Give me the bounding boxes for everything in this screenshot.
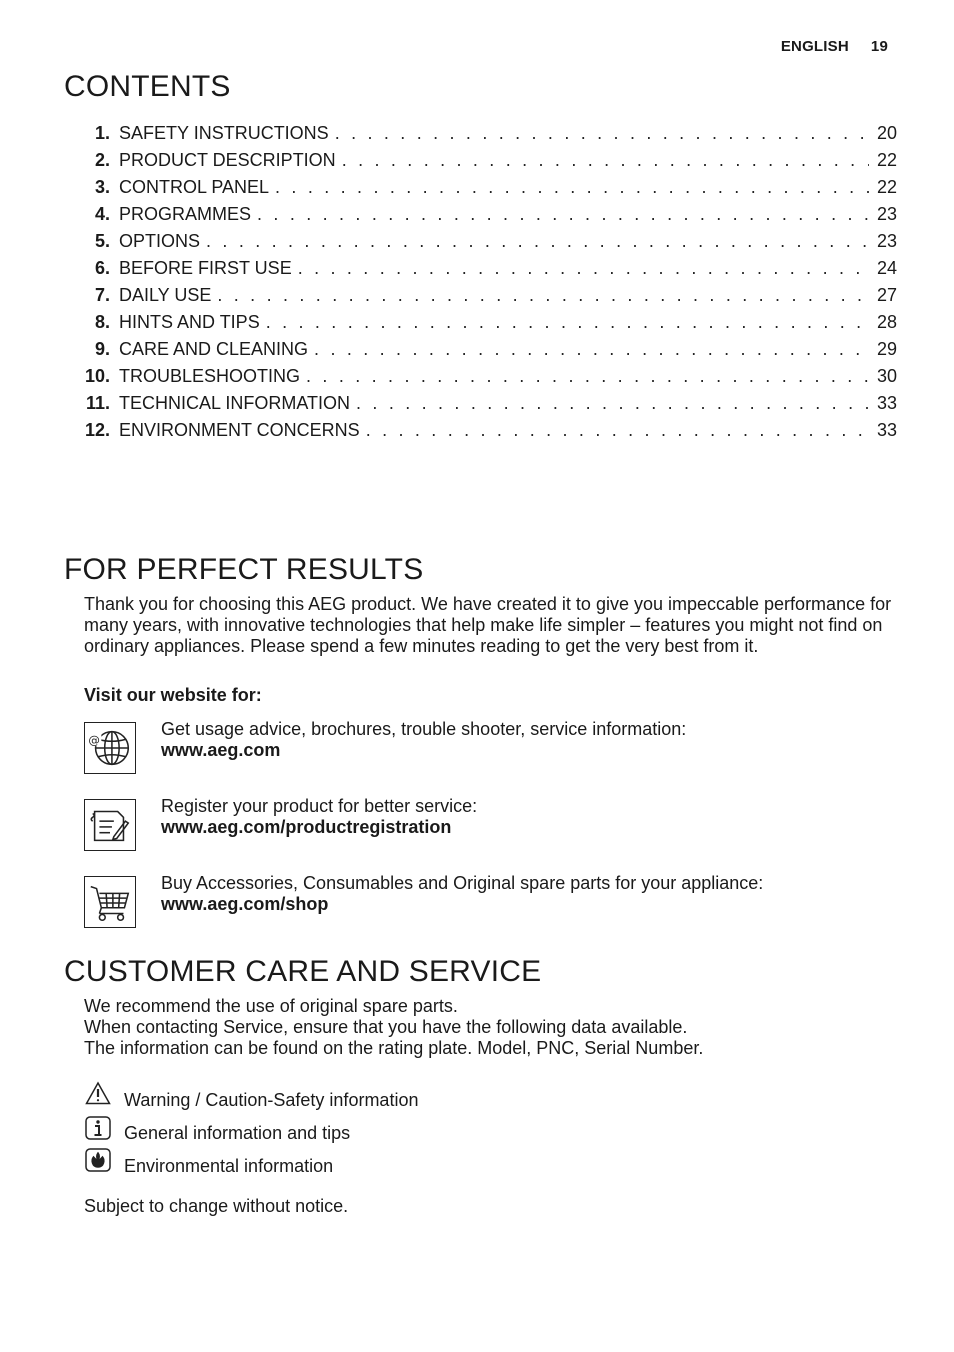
toc-leader-dots bbox=[314, 336, 869, 363]
toc-page: 33 bbox=[876, 393, 897, 413]
globe-at-icon bbox=[84, 722, 136, 774]
registration-link-block bbox=[161, 796, 477, 838]
toc-page: 23 bbox=[876, 204, 897, 224]
usage-advice-text: Get usage advice, brochures, trouble shooter, service information: bbox=[161, 719, 687, 739]
toc-leader-dots bbox=[275, 174, 869, 201]
toc-item[interactable] bbox=[72, 147, 897, 174]
toc-item[interactable] bbox=[72, 201, 897, 228]
toc-number: 2. bbox=[94, 150, 110, 170]
general-info-label: General information and tips bbox=[124, 1123, 351, 1143]
warning-label: Warning / Caution-Safety information bbox=[124, 1090, 419, 1110]
toc-leader-dots bbox=[217, 282, 869, 309]
toc-item[interactable] bbox=[72, 174, 897, 201]
toc-leader-dots bbox=[266, 309, 869, 336]
toc-item[interactable] bbox=[72, 120, 897, 147]
toc-leader-dots bbox=[342, 147, 869, 174]
toc-leader-dots bbox=[366, 417, 869, 444]
toc-leader-dots bbox=[257, 201, 869, 228]
toc-number: 1. bbox=[94, 123, 110, 143]
care-line: When contacting Service, ensure that you have the following data available. bbox=[84, 1017, 688, 1037]
toc-title: DAILY USE bbox=[119, 285, 212, 305]
toc-page: 33 bbox=[876, 420, 897, 440]
toc-leader-dots bbox=[306, 363, 869, 390]
toc-title: ENVIRONMENT CONCERNS bbox=[119, 420, 360, 440]
toc-title: CARE AND CLEANING bbox=[119, 339, 309, 359]
toc-title: SAFETY INSTRUCTIONS bbox=[119, 123, 329, 143]
aeg-website-link[interactable]: www.aeg.com bbox=[161, 740, 281, 760]
toc-leader-dots bbox=[206, 228, 869, 255]
shopping-cart-icon bbox=[84, 876, 136, 928]
care-line: The information can be found on the rating plate. Model, PNC, Serial Number. bbox=[84, 1038, 704, 1058]
change-notice: Subject to change without notice. bbox=[84, 1196, 349, 1216]
toc-number: 10. bbox=[84, 366, 110, 386]
toc-item[interactable] bbox=[72, 363, 897, 390]
toc-item[interactable] bbox=[72, 255, 897, 282]
toc-item[interactable] bbox=[72, 228, 897, 255]
toc-number: 8. bbox=[94, 312, 110, 332]
page-number: 19 bbox=[870, 38, 888, 55]
shop-link[interactable]: www.aeg.com/shop bbox=[161, 894, 329, 914]
toc-number: 12. bbox=[84, 420, 110, 440]
toc-number: 9. bbox=[94, 339, 110, 359]
toc-page: 22 bbox=[876, 150, 897, 170]
warning-triangle-icon bbox=[85, 1081, 111, 1105]
toc-item[interactable] bbox=[72, 336, 897, 363]
toc-title: BEFORE FIRST USE bbox=[119, 258, 292, 278]
toc-number: 6. bbox=[94, 258, 110, 278]
visit-website-label: Visit our website for: bbox=[84, 685, 262, 705]
toc-number: 11. bbox=[85, 393, 110, 413]
registration-pen-icon bbox=[84, 799, 136, 851]
table-of-contents bbox=[72, 120, 897, 444]
environment-leaf-icon bbox=[85, 1148, 111, 1172]
toc-page: 24 bbox=[876, 258, 897, 278]
toc-title: CONTROL PANEL bbox=[119, 177, 270, 197]
toc-number: 4. bbox=[94, 204, 110, 224]
product-registration-link[interactable]: www.aeg.com/productregistration bbox=[161, 817, 452, 837]
toc-title: TECHNICAL INFORMATION bbox=[119, 393, 351, 413]
page-header bbox=[781, 38, 888, 55]
toc-title: OPTIONS bbox=[119, 231, 201, 251]
toc-title: PRODUCT DESCRIPTION bbox=[119, 150, 336, 170]
toc-page: 29 bbox=[876, 339, 897, 359]
toc-page: 22 bbox=[876, 177, 897, 197]
toc-leader-dots bbox=[335, 120, 869, 147]
toc-item[interactable] bbox=[72, 282, 897, 309]
toc-title: PROGRAMMES bbox=[119, 204, 252, 224]
toc-page: 27 bbox=[876, 285, 897, 305]
toc-title: TROUBLESHOOTING bbox=[119, 366, 301, 386]
perfect-results-heading: FOR PERFECT RESULTS bbox=[64, 553, 424, 586]
toc-item[interactable] bbox=[72, 309, 897, 336]
toc-title: HINTS AND TIPS bbox=[119, 312, 260, 332]
shop-link-block bbox=[161, 873, 763, 915]
care-line: We recommend the use of original spare parts. bbox=[84, 996, 458, 1016]
toc-item[interactable] bbox=[72, 417, 897, 444]
intro-paragraph: Thank you for choosing this AEG product. We have created it to give you impeccable performance for many years, with innovative technologies that help make life simpler – features you might not find on ordinary appliances. Please spend a few minutes reading to get the very best from it. bbox=[84, 594, 892, 656]
shop-text: Buy Accessories, Consumables and Original spare parts for your appliance: bbox=[161, 873, 764, 893]
customer-care-heading: CUSTOMER CARE AND SERVICE bbox=[64, 955, 542, 988]
toc-item[interactable] bbox=[72, 390, 897, 417]
toc-number: 5. bbox=[94, 231, 110, 251]
toc-leader-dots bbox=[356, 390, 869, 417]
info-icon bbox=[85, 1116, 111, 1140]
toc-page: 28 bbox=[876, 312, 897, 332]
toc-leader-dots bbox=[298, 255, 869, 282]
registration-text: Register your product for better service: bbox=[161, 796, 478, 816]
toc-page: 23 bbox=[876, 231, 897, 251]
toc-page: 20 bbox=[876, 123, 897, 143]
svg-text:@: @ bbox=[88, 733, 100, 748]
language-label: ENGLISH bbox=[780, 38, 849, 55]
toc-number: 3. bbox=[94, 177, 110, 197]
usage-advice-link-block bbox=[161, 719, 686, 761]
toc-page: 30 bbox=[876, 366, 897, 386]
environmental-info-label: Environmental information bbox=[124, 1156, 334, 1176]
contents-heading: CONTENTS bbox=[64, 70, 231, 103]
toc-number: 7. bbox=[94, 285, 110, 305]
customer-care-text bbox=[84, 996, 703, 1059]
